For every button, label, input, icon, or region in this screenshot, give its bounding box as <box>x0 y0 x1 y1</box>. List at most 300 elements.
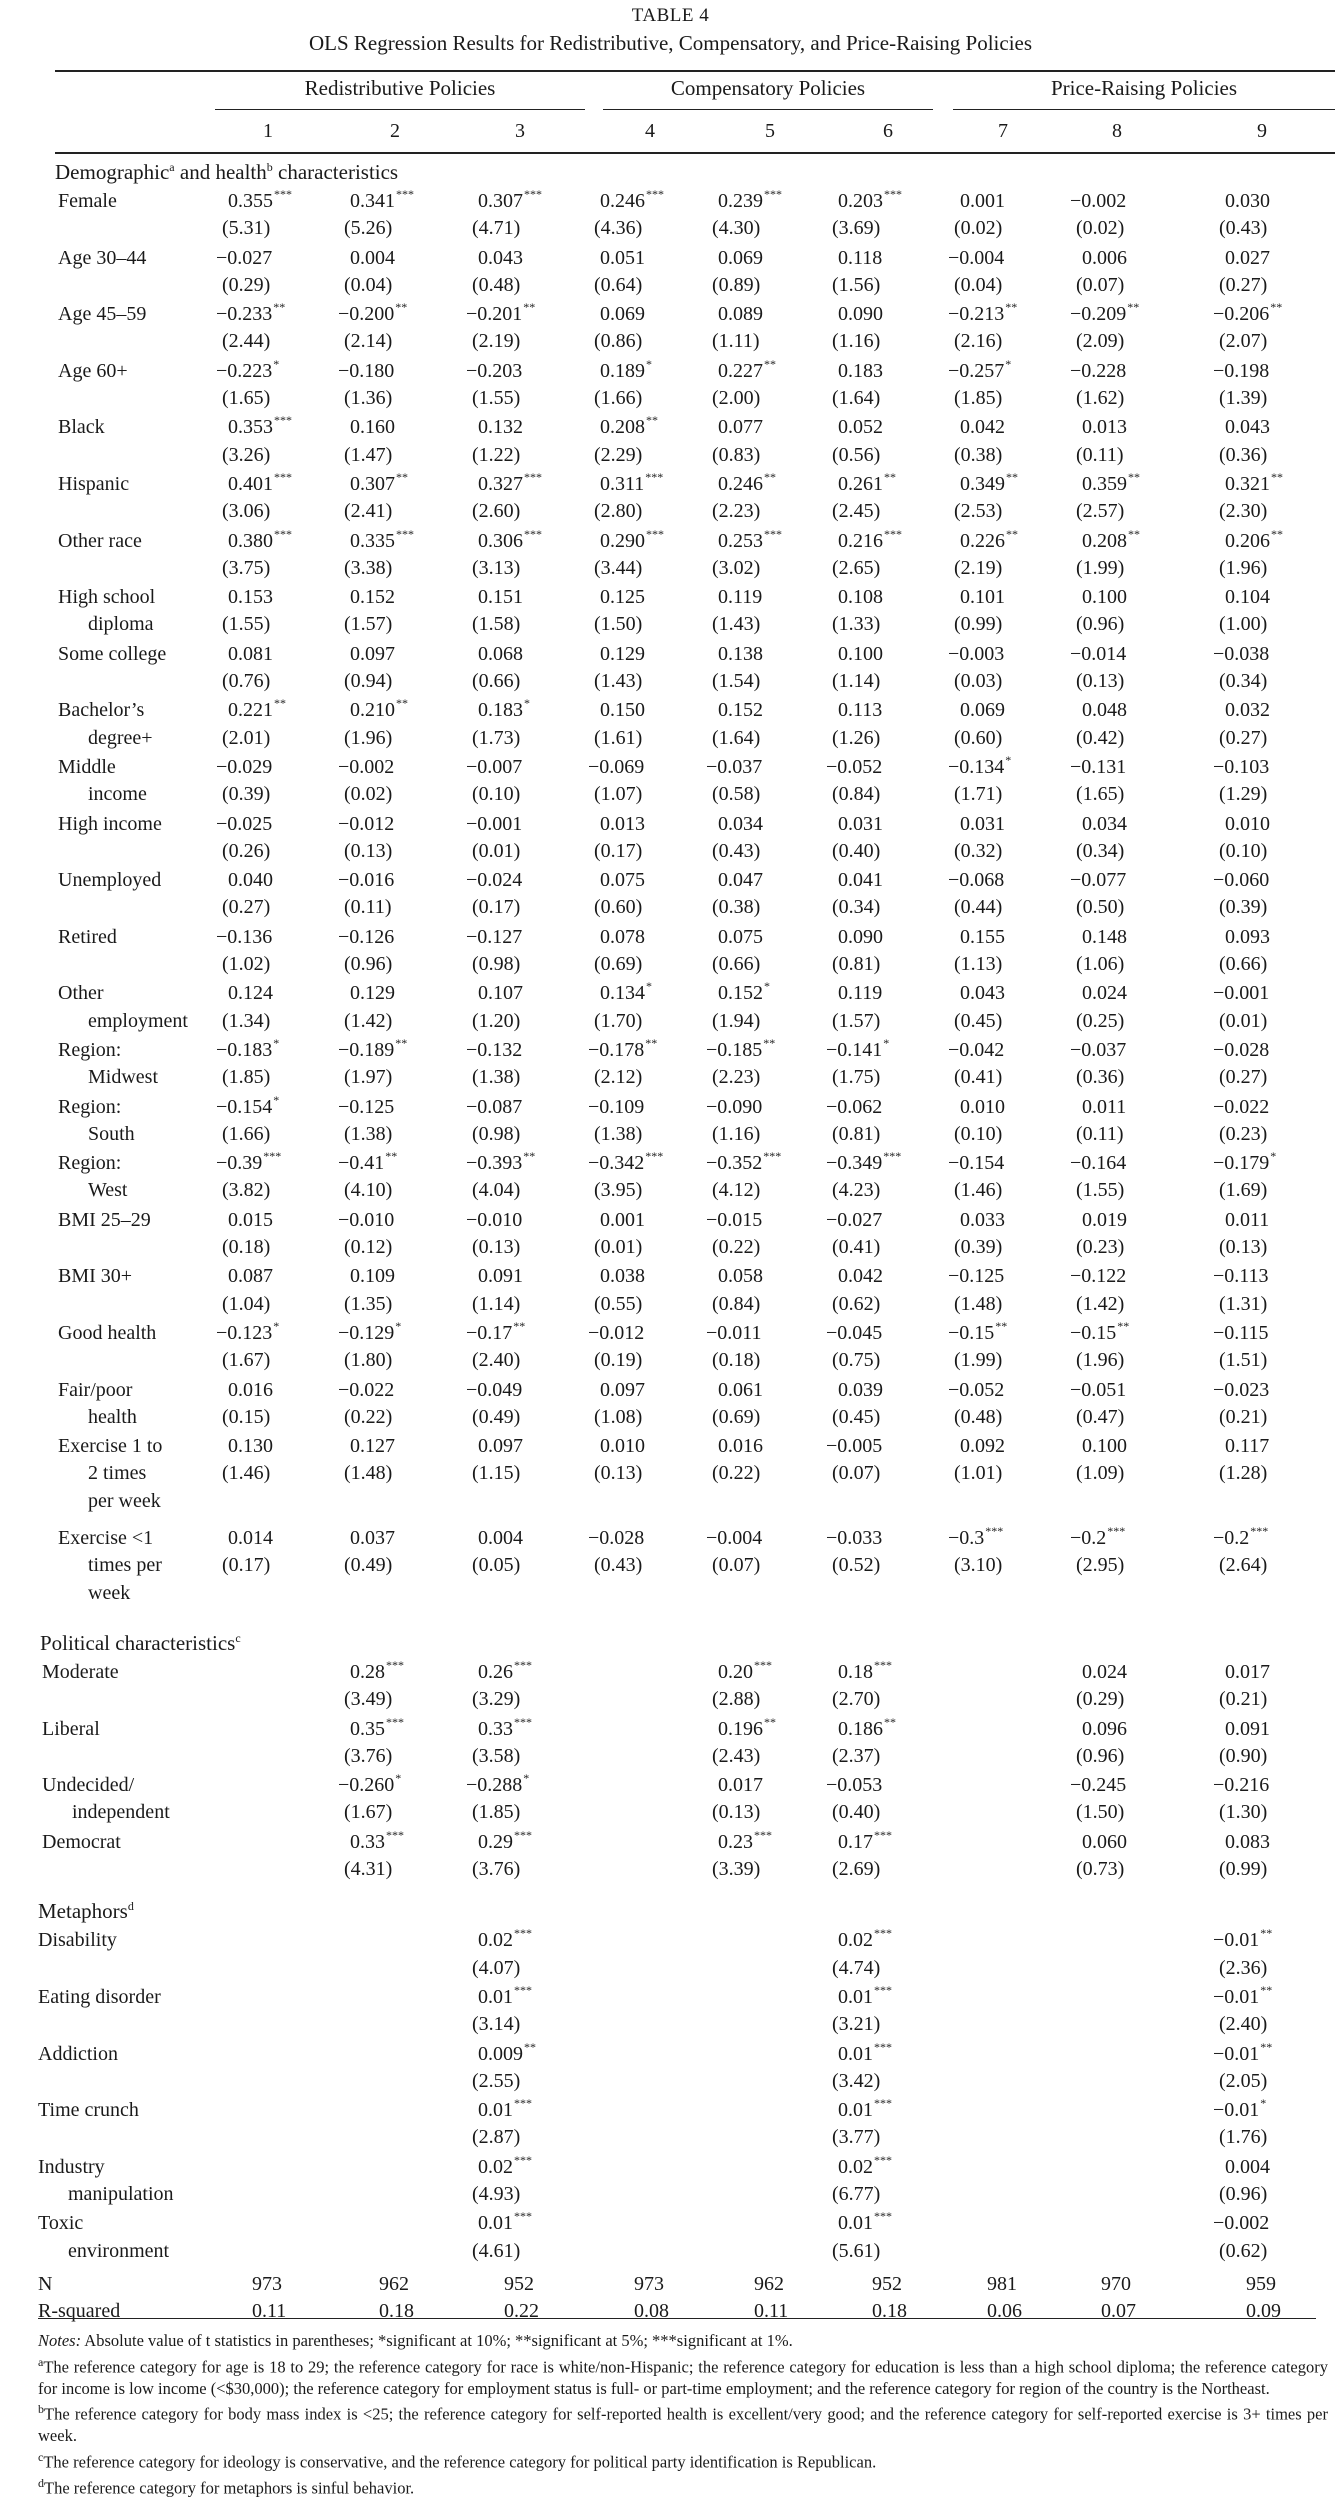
t-stat-cell: (1.11) <box>712 330 760 353</box>
coefficient-value: −0.245 <box>1070 1774 1127 1797</box>
significance-stars: *** <box>874 1658 892 1672</box>
stats-value: 970 <box>1101 2273 1131 2295</box>
coefficient-value: 0.02 <box>838 1929 873 1952</box>
coefficient-value: 0.01 <box>838 1986 873 2008</box>
coefficient-value: 0.349 <box>960 473 1005 495</box>
coefficient-cell <box>228 696 286 722</box>
coefficient-value: 0.17 <box>838 1830 873 1853</box>
coefficient-value: 0.152 <box>718 699 763 722</box>
t-stat-cell: (2.44) <box>222 330 271 353</box>
t-stat-cell: (4.36) <box>594 217 643 240</box>
coefficient-cell <box>960 699 1005 722</box>
coefficient-cell <box>1070 1265 1126 1288</box>
coefficient-cell <box>338 1149 398 1175</box>
t-stat-cell: (1.55) <box>472 387 521 410</box>
t-stat-cell: (1.65) <box>222 387 271 410</box>
coefficient-cell <box>600 699 645 722</box>
coefficient-value: 0.037 <box>350 1527 395 1550</box>
coefficient-cell <box>228 643 273 666</box>
stats-value: 0.07 <box>1101 2300 1136 2323</box>
coefficient-value: 0.216 <box>838 529 883 552</box>
t-stat-cell: (0.38) <box>712 896 761 919</box>
coefficient-cell <box>588 1096 644 1119</box>
t-stat-cell: (1.42) <box>344 1009 393 1032</box>
coefficient-value: 0.208 <box>600 416 645 439</box>
t-stat-cell: (3.26) <box>222 443 271 466</box>
t-stat-cell: (1.75) <box>832 1066 881 1089</box>
section-title: Metaphors <box>38 1899 128 1924</box>
t-stat-cell: (1.57) <box>832 1009 881 1032</box>
coefficient-cell <box>588 756 644 779</box>
coefficient-cell <box>718 1827 772 1854</box>
coefficient-value: 0.246 <box>718 473 763 495</box>
coefficient-cell <box>478 247 523 270</box>
section-title-mid: and health <box>174 160 267 184</box>
t-stat-cell: (0.99) <box>954 613 1003 636</box>
t-stat-cell: (5.31) <box>222 217 271 240</box>
t-stat-cell: (0.22) <box>712 1236 761 1259</box>
stats-value: 973 <box>634 2273 664 2295</box>
t-stat-cell: (1.70) <box>594 1009 643 1032</box>
coefficient-cell <box>838 1827 892 1854</box>
coefficient-cell <box>1225 1718 1270 1741</box>
significance-stars: ** <box>523 1149 536 1164</box>
significance-stars: * <box>1260 2096 1267 2111</box>
coefficient-cell <box>216 926 272 949</box>
t-stat-cell: (0.15) <box>222 1405 271 1428</box>
note-b-marker: b <box>38 2402 44 2416</box>
coefficient-cell <box>350 1265 395 1288</box>
t-stat-cell: (1.56) <box>832 273 881 296</box>
coefficient-cell <box>838 869 883 892</box>
note-a-text: The reference category for age is 18 to 29; the reference category for race is white/non-Hispanic; the reference category for education is less than a high school diploma; the reference category for income is low income (<$30,000); the reference category for employment status is full- or part-time employment; and the reference category for region of the country is the Northeast. <box>38 2357 1328 2398</box>
coefficient-cell <box>338 1096 394 1119</box>
coefficient-cell <box>600 1265 645 1288</box>
coefficient-value: 0.183 <box>838 359 883 382</box>
coefficient-value: −0.136 <box>216 925 273 948</box>
coefficient-value: −0.203 <box>466 359 523 382</box>
row-label: Addiction <box>38 2042 118 2065</box>
row-label: Eating disorder <box>38 1986 161 2008</box>
coefficient-value: 0.096 <box>1082 1717 1127 1740</box>
coefficient-cell <box>478 643 523 666</box>
stats-value: 0.11 <box>252 2300 287 2323</box>
significance-stars: ** <box>1260 2039 1273 2054</box>
significance-stars: *** <box>874 2209 892 2224</box>
t-stat-cell: (0.84) <box>832 783 881 806</box>
coefficient-value: −0.016 <box>338 869 395 892</box>
coefficient-cell <box>1082 1831 1127 1854</box>
t-stat-cell: (1.99) <box>1076 556 1125 579</box>
coefficient-cell <box>838 1926 892 1952</box>
t-stat-cell: (0.60) <box>954 726 1003 749</box>
note-d-marker: d <box>38 2475 44 2490</box>
t-stat-cell: (0.41) <box>832 1236 881 1259</box>
t-stat-cell: (1.65) <box>1076 783 1125 806</box>
coefficient-value: 0.024 <box>1082 982 1127 1005</box>
coefficient-value: 0.092 <box>960 1435 1005 1458</box>
coefficient-cell <box>600 586 645 609</box>
coefficient-cell <box>718 813 763 836</box>
significance-stars: ** <box>273 300 286 315</box>
t-stat-cell: (0.11) <box>344 896 392 919</box>
coefficient-value: −0.126 <box>338 925 395 948</box>
significance-stars: * <box>524 696 530 711</box>
significance-stars: ** <box>1006 470 1018 484</box>
coefficient-cell <box>718 979 770 1005</box>
coefficient-cell <box>948 1039 1004 1062</box>
coefficient-value: 0.043 <box>478 246 523 269</box>
significance-stars: *** <box>1250 1524 1269 1539</box>
row-label: Region: <box>58 1095 122 1118</box>
coefficient-value: 0.118 <box>838 246 883 269</box>
coefficient-value: −0.41 <box>338 1152 385 1175</box>
coefficient-cell <box>600 187 664 213</box>
t-stat-cell: (0.81) <box>832 1122 881 1145</box>
coefficient-value: −0.257 <box>948 359 1005 382</box>
coefficient-value: 0.221 <box>228 699 273 722</box>
t-stat-cell: (0.10) <box>954 1122 1003 1145</box>
coefficient-value: 0.058 <box>718 1265 763 1288</box>
t-stat-cell: (0.25) <box>1076 1009 1125 1032</box>
t-stat-cell: (2.64) <box>1219 1554 1268 1577</box>
t-stat-cell: (0.34) <box>1219 670 1268 693</box>
t-stat-cell: (2.23) <box>712 1066 761 1089</box>
significance-stars: *** <box>884 526 902 541</box>
t-stat-cell: (0.17) <box>594 839 643 862</box>
coefficient-cell <box>338 756 394 779</box>
coefficient-value: 0.26 <box>478 1661 513 1683</box>
coefficient-value: 0.33 <box>478 1717 513 1740</box>
t-stat-cell: (2.95) <box>1076 1554 1125 1577</box>
coefficient-cell <box>478 2039 536 2066</box>
significance-stars: * <box>273 1092 280 1107</box>
significance-stars: ** <box>1271 470 1283 484</box>
table-row <box>0 1435 1341 1517</box>
coefficient-cell <box>948 869 1004 892</box>
significance-stars: *** <box>396 526 414 541</box>
coefficient-cell <box>478 586 523 609</box>
coefficient-value: −0.233 <box>216 303 273 326</box>
t-stat-cell: (0.60) <box>594 896 643 919</box>
significance-stars: *** <box>646 526 664 541</box>
t-stat-cell: (0.07) <box>832 1462 881 1485</box>
coefficient-value: 0.401 <box>228 473 273 495</box>
significance-stars: ** <box>395 1036 408 1050</box>
row-label-continuation: West <box>88 1179 128 1202</box>
coefficient-cell <box>1225 926 1270 949</box>
significance-stars: *** <box>646 187 664 201</box>
coefficient-cell <box>718 1774 763 1797</box>
coefficient-value: −0.012 <box>338 812 395 835</box>
t-stat-cell: (1.85) <box>954 387 1003 410</box>
coefficient-cell <box>1082 416 1127 439</box>
row-label: High school <box>58 586 156 609</box>
coefficient-value: 0.100 <box>1082 586 1127 609</box>
t-stat-cell: (0.99) <box>1219 1858 1268 1881</box>
notes-text: Absolute value of t statistics in parentheses; *significant at 10%; **significant at 5%; ***significant at 1%. <box>81 2331 793 2350</box>
coefficient-value: −0.042 <box>948 1039 1005 1061</box>
t-stat-cell: (3.49) <box>344 1688 393 1711</box>
coefficient-cell <box>588 1036 658 1062</box>
significance-stars: ** <box>1127 300 1140 315</box>
coefficient-cell <box>838 813 883 836</box>
section-footnote-marker: c <box>235 1631 241 1645</box>
coefficient-cell <box>216 1092 280 1119</box>
t-stat-cell: (0.21) <box>1219 1405 1268 1428</box>
t-stat-cell: (3.44) <box>594 556 643 579</box>
coefficient-value: 0.307 <box>478 190 523 212</box>
coefficient-cell <box>1213 300 1283 326</box>
coefficient-value: −0.154 <box>948 1152 1005 1175</box>
coefficient-value: 0.042 <box>838 1265 883 1288</box>
coefficient-value: 0.20 <box>718 1661 753 1683</box>
coefficient-value: 0.016 <box>718 1435 763 1458</box>
coefficient-value: −0.002 <box>1213 2212 1270 2235</box>
coefficient-value: −0.189 <box>338 1039 395 1061</box>
t-stat-cell: (0.18) <box>222 1236 271 1259</box>
t-stat-cell: (1.55) <box>1076 1179 1125 1202</box>
t-stat-cell: (2.16) <box>954 330 1003 353</box>
row-label-continuation: times per <box>88 1554 162 1577</box>
coefficient-cell <box>706 1149 782 1175</box>
coefficient-cell <box>1225 699 1270 722</box>
t-stat-cell: (1.04) <box>222 1292 271 1315</box>
coefficient-value: 0.042 <box>960 416 1005 439</box>
coefficient-cell <box>478 1265 523 1288</box>
coefficient-value: −0.342 <box>588 1152 645 1175</box>
coefficient-value: −0.029 <box>216 756 273 778</box>
coefficient-cell <box>338 869 394 892</box>
coefficient-cell <box>466 360 522 383</box>
coefficient-value: −0.223 <box>216 359 273 382</box>
section-heading <box>38 1899 134 1924</box>
coefficient-cell <box>478 1658 532 1684</box>
table-row <box>0 1092 1341 1151</box>
significance-stars: ** <box>1271 526 1283 541</box>
t-stat-cell: (2.87) <box>472 2126 521 2149</box>
t-stat-cell: (3.95) <box>594 1179 643 1202</box>
coefficient-cell <box>228 982 273 1005</box>
significance-stars: * <box>523 1771 530 1786</box>
coefficient-value: −0.201 <box>466 303 523 326</box>
significance-stars: *** <box>386 1714 404 1729</box>
coefficient-cell <box>1082 1435 1127 1458</box>
significance-stars: * <box>273 1036 280 1050</box>
coefficient-cell <box>466 926 522 949</box>
significance-stars: *** <box>883 1149 902 1164</box>
significance-stars: ** <box>523 300 536 315</box>
t-stat-cell: (4.61) <box>472 2239 521 2262</box>
t-stat-cell: (2.30) <box>1219 500 1268 523</box>
row-label-continuation: income <box>88 783 147 806</box>
coefficient-cell <box>838 643 883 666</box>
coefficient-value: 0.380 <box>228 529 273 552</box>
coefficient-cell <box>1213 1983 1273 2009</box>
t-stat-cell: (1.38) <box>472 1066 521 1089</box>
coefficient-cell <box>838 360 883 383</box>
coefficient-cell <box>960 586 1005 609</box>
coefficient-value: 0.01 <box>838 2099 873 2122</box>
table-row <box>0 247 1341 302</box>
coefficient-value: 0.043 <box>960 982 1005 1005</box>
coefficient-value: −0.001 <box>1213 982 1270 1005</box>
t-stat-cell: (0.22) <box>344 1405 393 1428</box>
coefficient-value: 0.01 <box>478 1986 513 2008</box>
coefficient-value: −0.213 <box>948 303 1005 326</box>
t-stat-cell: (2.43) <box>712 1744 761 1767</box>
coefficient-cell <box>478 1714 532 1741</box>
table-row <box>0 696 1341 754</box>
t-stat-cell: (1.01) <box>954 1462 1003 1485</box>
coefficient-cell <box>838 470 896 496</box>
note-c-text: The reference category for ideology is conservative, and the reference category for political party identification is Republican. <box>43 2452 877 2471</box>
coefficient-value: −0.028 <box>1213 1039 1270 1061</box>
significance-stars: *** <box>524 526 542 541</box>
table-row <box>0 2039 1341 2098</box>
t-stat-cell: (0.29) <box>1076 1688 1125 1711</box>
t-stat-cell: (4.74) <box>832 1956 881 1979</box>
coefficient-value: −0.115 <box>1213 1322 1269 1344</box>
row-label: Bachelor’s <box>58 699 145 722</box>
significance-stars: ** <box>513 1319 526 1333</box>
coefficient-value: −0.004 <box>948 246 1005 269</box>
coefficient-cell <box>228 187 292 213</box>
coefficient-cell <box>350 1827 404 1854</box>
significance-stars: *** <box>524 187 542 201</box>
coefficient-value: 0.307 <box>350 473 395 495</box>
coefficient-value: 0.227 <box>718 359 763 382</box>
t-stat-cell: (2.40) <box>472 1349 521 1372</box>
t-stat-cell: (1.62) <box>1076 387 1125 410</box>
table-row <box>0 1926 1341 1984</box>
significance-stars: *** <box>514 1827 532 1842</box>
coefficient-value: 0.130 <box>228 1435 273 1458</box>
coefficient-value: −0.288 <box>466 1774 523 1797</box>
coefficient-cell <box>228 1435 273 1458</box>
coefficient-value: −0.069 <box>588 756 645 778</box>
stats-value: 0.22 <box>504 2300 539 2323</box>
coefficient-value: −0.024 <box>466 869 523 892</box>
t-stat-cell: (2.09) <box>1076 330 1125 353</box>
note-a-marker: a <box>38 2354 44 2369</box>
t-stat-cell: (1.64) <box>832 387 881 410</box>
row-label: Fair/poor <box>58 1378 133 1401</box>
coefficient-value: 0.119 <box>838 982 883 1005</box>
coefficient-cell <box>718 247 763 270</box>
coefficient-value: 0.027 <box>1225 246 1270 269</box>
coefficient-value: −0.393 <box>466 1152 523 1175</box>
note-b-text: The reference category for body mass index is <25; the reference category for self-reported health is excellent/very good; and the reference category for self-reported exercise is 3+ times per week. <box>38 2404 1328 2445</box>
coefficient-cell <box>838 2096 892 2122</box>
significance-stars: *** <box>274 187 292 201</box>
group-rule-redistributive <box>215 109 585 110</box>
column-number: 7 <box>998 120 1008 142</box>
coefficient-value: 0.341 <box>350 190 395 212</box>
t-stat-cell: (0.64) <box>594 273 643 296</box>
coefficient-cell <box>228 1265 273 1288</box>
coefficient-value: 0.208 <box>1082 529 1127 552</box>
coefficient-cell <box>718 869 763 892</box>
group-rule-price-raising <box>953 109 1335 110</box>
significance-stars: *** <box>985 1524 1004 1539</box>
coefficient-cell <box>1082 1718 1127 1741</box>
coefficient-value: 0.353 <box>228 416 273 439</box>
coefficient-cell <box>1082 982 1127 1005</box>
table-row <box>0 413 1341 471</box>
significance-stars: *** <box>274 470 292 484</box>
t-stat-cell: (3.29) <box>472 1688 521 1711</box>
t-stat-cell: (1.29) <box>1219 783 1268 806</box>
t-stat-cell: (0.56) <box>832 443 881 466</box>
coefficient-value: −0.141 <box>826 1039 883 1061</box>
coefficient-value: −0.17 <box>466 1322 513 1344</box>
column-number: 1 <box>263 120 273 142</box>
coefficient-value: 0.119 <box>718 586 763 609</box>
coefficient-value: 0.151 <box>478 586 523 609</box>
coefficient-cell <box>948 1524 1004 1550</box>
coefficient-value: 0.100 <box>838 642 883 665</box>
coefficient-value: −0.39 <box>216 1152 263 1175</box>
coefficient-value: −0.200 <box>338 303 395 326</box>
coefficient-cell <box>478 187 542 213</box>
significance-stars: *** <box>874 2096 892 2111</box>
coefficient-value: −0.125 <box>948 1265 1005 1288</box>
coefficient-value: 0.335 <box>350 529 395 552</box>
t-stat-cell: (0.66) <box>472 670 521 693</box>
significance-stars: *** <box>386 1827 404 1842</box>
coefficient-value: 0.02 <box>838 2155 873 2178</box>
coefficient-cell <box>478 1983 532 2009</box>
row-label-continuation: week <box>88 1581 131 1604</box>
coefficient-value: −0.15 <box>948 1322 995 1344</box>
significance-stars: * <box>646 356 652 371</box>
coefficient-cell <box>1213 2039 1273 2066</box>
coefficient-value: 0.011 <box>1082 1095 1127 1118</box>
coefficient-value: 0.075 <box>600 869 645 892</box>
coefficient-cell <box>228 413 292 439</box>
t-stat-cell: (1.85) <box>472 1801 521 1824</box>
significance-stars: ** <box>396 470 408 484</box>
row-label: Time crunch <box>38 2099 139 2122</box>
t-stat-cell: (2.14) <box>344 330 393 353</box>
coefficient-value: −0.002 <box>338 756 395 778</box>
coefficient-value: 0.030 <box>1225 190 1270 212</box>
coefficient-cell <box>706 1036 776 1062</box>
coefficient-cell <box>466 1379 522 1402</box>
section-title: Demographic <box>55 160 170 184</box>
coefficient-cell <box>1213 1322 1269 1345</box>
stats-value: 962 <box>754 2273 784 2295</box>
t-stat-cell: (2.65) <box>832 556 881 579</box>
table-row <box>0 526 1341 585</box>
coefficient-cell <box>1070 300 1140 326</box>
stats-value: 962 <box>379 2273 409 2295</box>
column-number: 9 <box>1257 120 1267 142</box>
coefficient-cell <box>478 1527 523 1550</box>
t-stat-cell: (0.39) <box>222 783 271 806</box>
t-stat-cell: (1.97) <box>344 1066 393 1089</box>
significance-stars: *** <box>524 470 542 484</box>
stats-value: 0.18 <box>379 2300 414 2323</box>
coefficient-value: 0.010 <box>600 1435 645 1458</box>
coefficient-cell <box>718 926 763 949</box>
coefficient-value: 0.321 <box>1225 473 1270 495</box>
t-stat-cell: (3.06) <box>222 500 271 523</box>
t-stat-cell: (0.27) <box>1219 1066 1268 1089</box>
t-stat-cell: (0.34) <box>832 896 881 919</box>
significance-stars: *** <box>884 187 902 201</box>
